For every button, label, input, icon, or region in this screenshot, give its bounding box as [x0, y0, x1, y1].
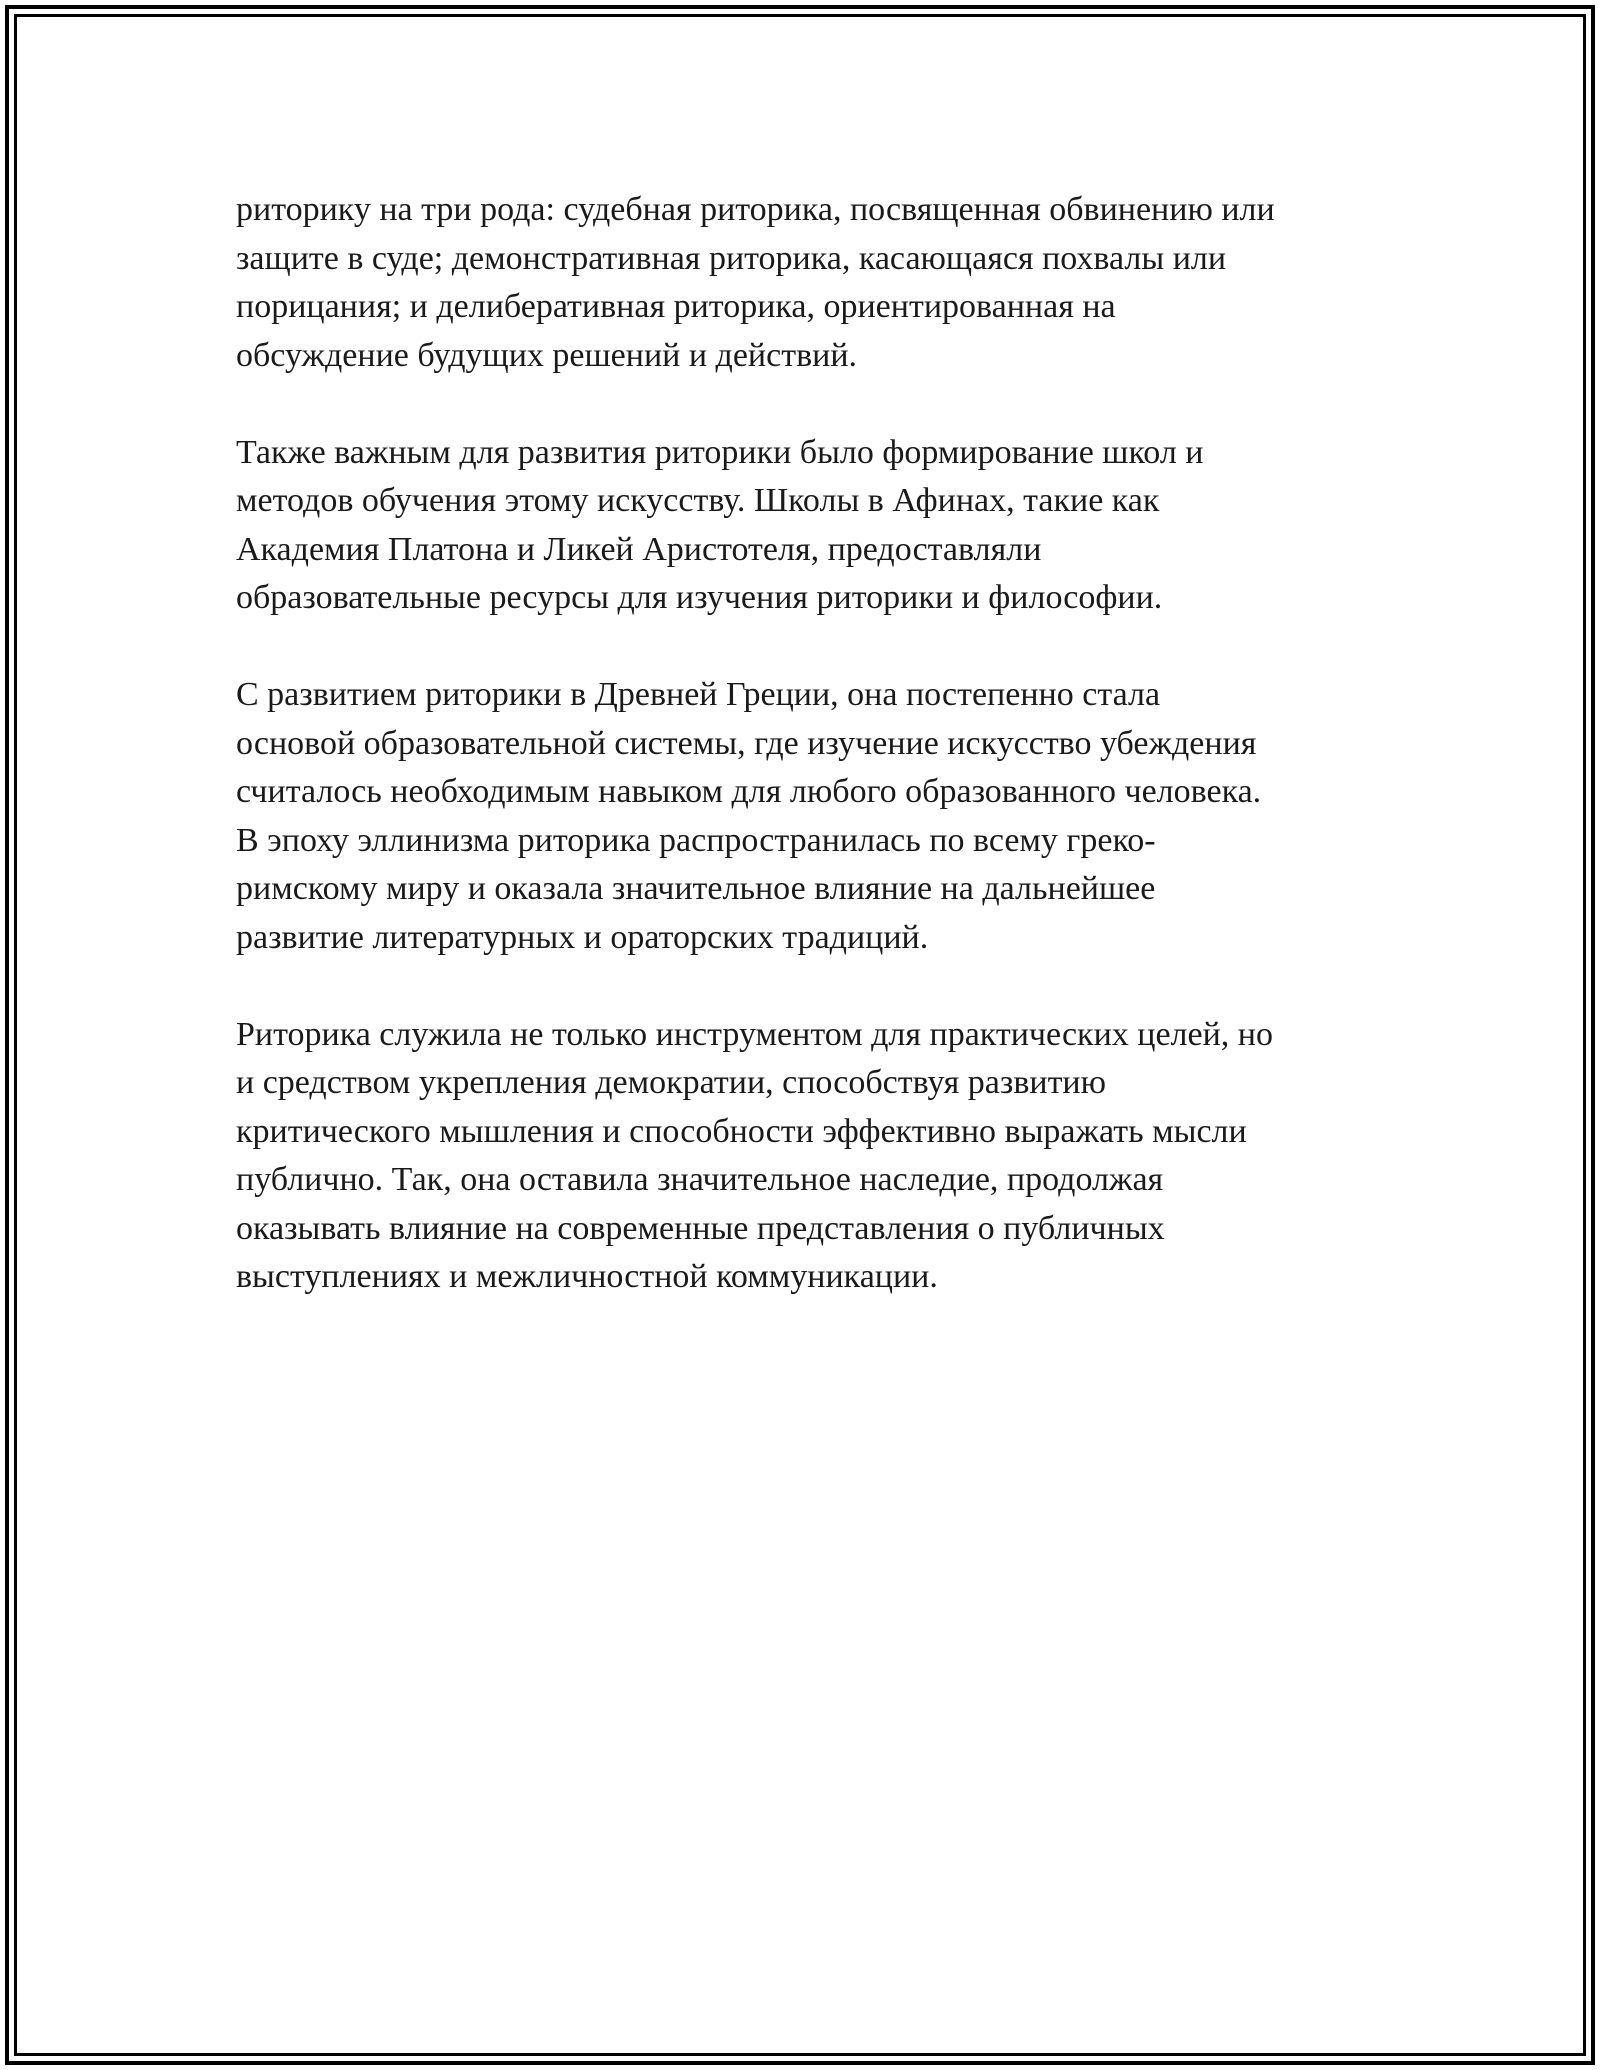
text-line: обсуждение будущих решений и действий.	[236, 336, 858, 374]
text-line: основой образовательной системы, где изучение искусство убеждения	[236, 724, 1257, 762]
text-line: В эпоху эллинизма риторика распространилась по всему греко-	[236, 821, 1156, 859]
text-line: развитие литературных и ораторских традиций.	[236, 918, 929, 956]
text-line: порицания; и делиберативная риторика, ориентированная на	[236, 288, 1116, 325]
text-line: выступлениях и межличностной коммуникации.	[236, 1258, 938, 1295]
paragraph-rhetoric-legacy	[236, 1011, 1376, 1302]
text-line: методов обучения этому искусству. Школы в Афинах, такие как	[236, 482, 1160, 519]
text-line: критического мышления и способности эффективно выражать мысли	[236, 1112, 1247, 1150]
text-line: риторику на три рода: судебная риторика, посвященная обвинению или	[236, 191, 1275, 228]
paragraph-rhetoric-education	[236, 671, 1376, 962]
text-line: С развитием риторики в Древней Греции, она постепенно стала	[236, 676, 1161, 713]
document-body	[236, 186, 1376, 1350]
text-line: оказывать влияние на современные представления о публичных	[236, 1209, 1165, 1247]
text-line: Также важным для развития риторики было формирование школ и	[236, 433, 1204, 471]
text-line: защите в суде; демонстративная риторика, касающаяся похвалы или	[236, 239, 1227, 277]
text-line: римскому миру и оказала значительное влияние на дальнейшее	[236, 870, 1156, 907]
text-line: считалось необходимым навыком для любого образованного человека.	[236, 773, 1262, 810]
text-line: образовательные ресурсы для изучения риторики и философии.	[236, 579, 1163, 616]
text-line: Риторика служила не только инструментом для практических целей, но	[236, 1015, 1273, 1053]
text-line: публично. Так, она оставила значительное наследие, продолжая	[236, 1161, 1164, 1198]
text-line: и средством укрепления демократии, способствуя развитию	[236, 1064, 1107, 1101]
text-line: Академия Платона и Ликей Аристотеля, предоставляли	[236, 530, 1042, 568]
paragraph-rhetoric-genres	[236, 186, 1376, 380]
paragraph-rhetoric-schools	[236, 429, 1376, 623]
